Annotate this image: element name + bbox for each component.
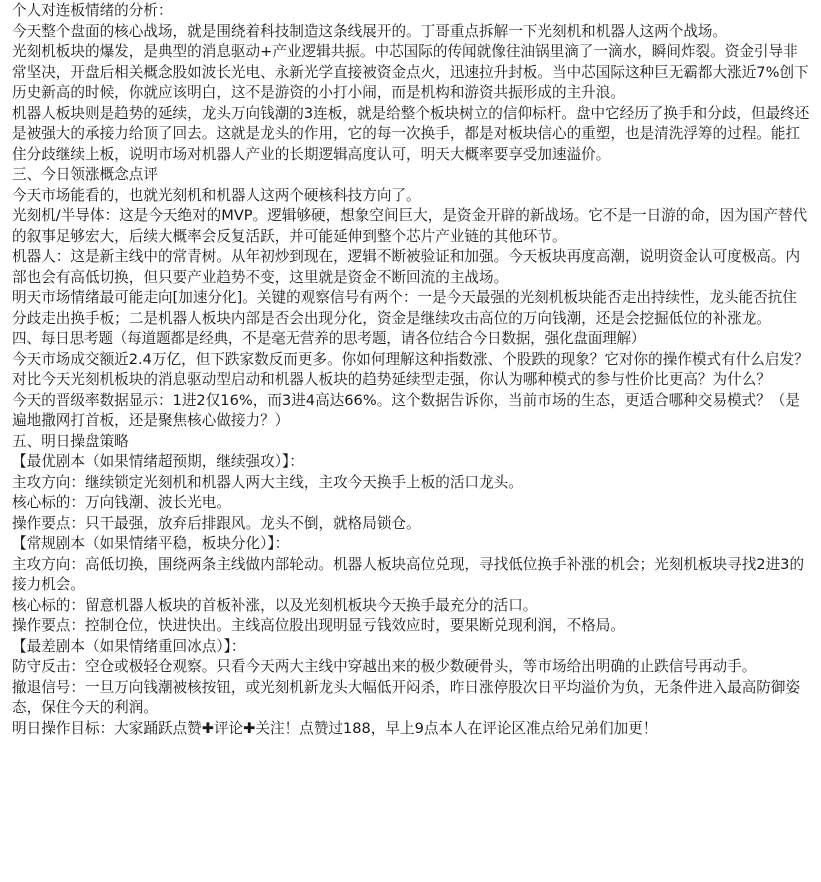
scenario-best-direction: 主攻方向：继续锁定光刻机和机器人两大主线，主攻今天换手上板的活口龙头。 [12, 473, 523, 491]
question-mode-comparison: 对比今天光刻机板块的消息驱动型启动和机器人板块的趋势延续型走强，你认为哪种模式的参与性价比更高？为什么？ [12, 371, 771, 388]
paragraph-market-focus: 今天市场能看的，也就光刻机和机器人这两个硬核科技方向了。 [12, 186, 421, 204]
section-heading-daily-questions: 四、每日思考题（每道题都是经典，不是毫无营养的思考题，请各位结合今日数据，强化盘面理解） [12, 330, 646, 347]
scenario-best-key-points: 操作要点：只干最强，放弃后排跟风。龙头不倒，就格局锁仓。 [12, 514, 421, 532]
question-promotion-rate: 今天的晋级率数据显示：1进2仅16%，而3进4高达66%。这个数据告诉你，当前市场的生态，更适合哪种交易模式？（是遍地撒网打首板，还是聚焦核心做接力？） [12, 391, 800, 429]
tomorrow-goal: 明日操作目标：大家踊跃点赞✚评论✚关注！点赞过188，早上9点本人在评论区准点给兄弟们加更！ [12, 719, 658, 737]
scenario-normal-title: 【常规剧本（如果情绪平稳，板块分化）】： [12, 535, 290, 552]
question-turnover: 今天市场成交额近2.4万亿，但下跌家数反而更多。你如何理解这种指数涨、个股跌的现象？它对你的操作模式有什么启发？ [12, 350, 809, 368]
scenario-normal-direction: 主攻方向：高低切换，围绕两条主线做内部轮动。机器人板块高位兑现，寻找低位换手补涨的机会；光刻机板块寻找2进3的接力机会。 [12, 555, 805, 593]
paragraph-lithography-analysis: 光刻机板块的爆发，是典型的消息驱动+产业逻辑共振。中芯国际的传闻就像往油锅里滴了一滴水，瞬间炸裂。资金引导非常坚决，开盘后相关概念股如波长光电、永新光学直接被资金点火，迅速拉升封板。当中芯国际这种巨无霸都大涨近7%创下历史新高的时候，你就应该明白，这不是游资的小打小闹，而是机构和游资共振形成的主升浪。 [12, 43, 809, 101]
section-heading-leading-concepts: 三、今日领涨概念点评 [12, 166, 158, 183]
paragraph-tomorrow-sentiment: 明天市场情绪最可能走向[加速分化]。关键的观察信号有两个：一是今天最强的光刻机板块能否走出持续性，龙头能否抗住分歧走出换手板；二是机器人板块内部是否会出现分化，资金是继续攻击高位的万向钱潮，还是会挖掘低位的补涨龙。 [12, 289, 797, 327]
section-heading-strategy: 五、明日操盘策略 [12, 432, 129, 450]
scenario-normal-targets: 核心标的：留意机器人板块的首板补涨，以及光刻机板块今天换手最充分的活口。 [12, 596, 538, 614]
section-title-emotion-analysis: 个人对连板情绪的分析： [12, 2, 173, 19]
scenario-worst-title: 【最差剧本（如果情绪重回冰点）】： [12, 637, 246, 655]
paragraph-battlefield-intro: 今天整个盘面的核心战场，就是围绕着科技制造这条线展开的。丁哥重点拆解一下光刻机和机器人这两个战场。 [12, 22, 728, 40]
paragraph-robot-analysis: 机器人板块则是趋势的延续，龙头万向钱潮的3连板，就是给整个板块树立的信仰标杆。盘中它经历了换手和分歧，但最终还是被强大的承接力给顶了回去。这就是龙头的作用，它的每一次换手，都是对板块信心的重塑，也是清洗浮筹的过程。能扛住分歧继续上板，说明市场对机器人产业的长期逻辑高度认可，明天大概率要享受加速溢价。 [12, 104, 810, 163]
scenario-worst-defense: 防守反击：空仓或极轻仓观察。只看今天两大主线中穿越出来的极少数硬骨头，等市场给出明确的止跌信号再动手。 [12, 658, 757, 675]
paragraph-robot-review: 机器人：这是新主线中的常青树。从年初炒到现在，逻辑不断被验证和加强。今天板块再度高潮，说明资金认可度极高。内部也会有高低切换，但只要产业趋势不变，这里就是资金不断回流的主战场。 [12, 248, 801, 286]
scenario-normal-key-points: 操作要点：控制仓位，快进快出。主线高位股出现明显亏钱效应时，要果断兑现利润，不格局。 [12, 617, 625, 634]
scenario-best-targets: 核心标的：万向钱潮、波长光电。 [12, 494, 231, 511]
scenario-worst-retreat-signal: 撤退信号：一旦万向钱潮被核按钮，或光刻机新龙头大幅低开闷杀，昨日涨停股次日平均溢价为负，无条件进入最高防御姿态，保住今天的利润。 [12, 678, 801, 716]
scenario-best-title: 【最优剧本（如果情绪超预期，继续强攻）】： [12, 453, 304, 470]
paragraph-lithography-review: 光刻机/半导体：这是今天绝对的MVP。逻辑够硬，想象空间巨大，是资金开辟的新战场。它不是一日游的命，因为国产替代的叙事足够宏大，后续大概率会反复活跃，并可能延伸到整个芯片产业链的其他环节。 [12, 207, 808, 245]
